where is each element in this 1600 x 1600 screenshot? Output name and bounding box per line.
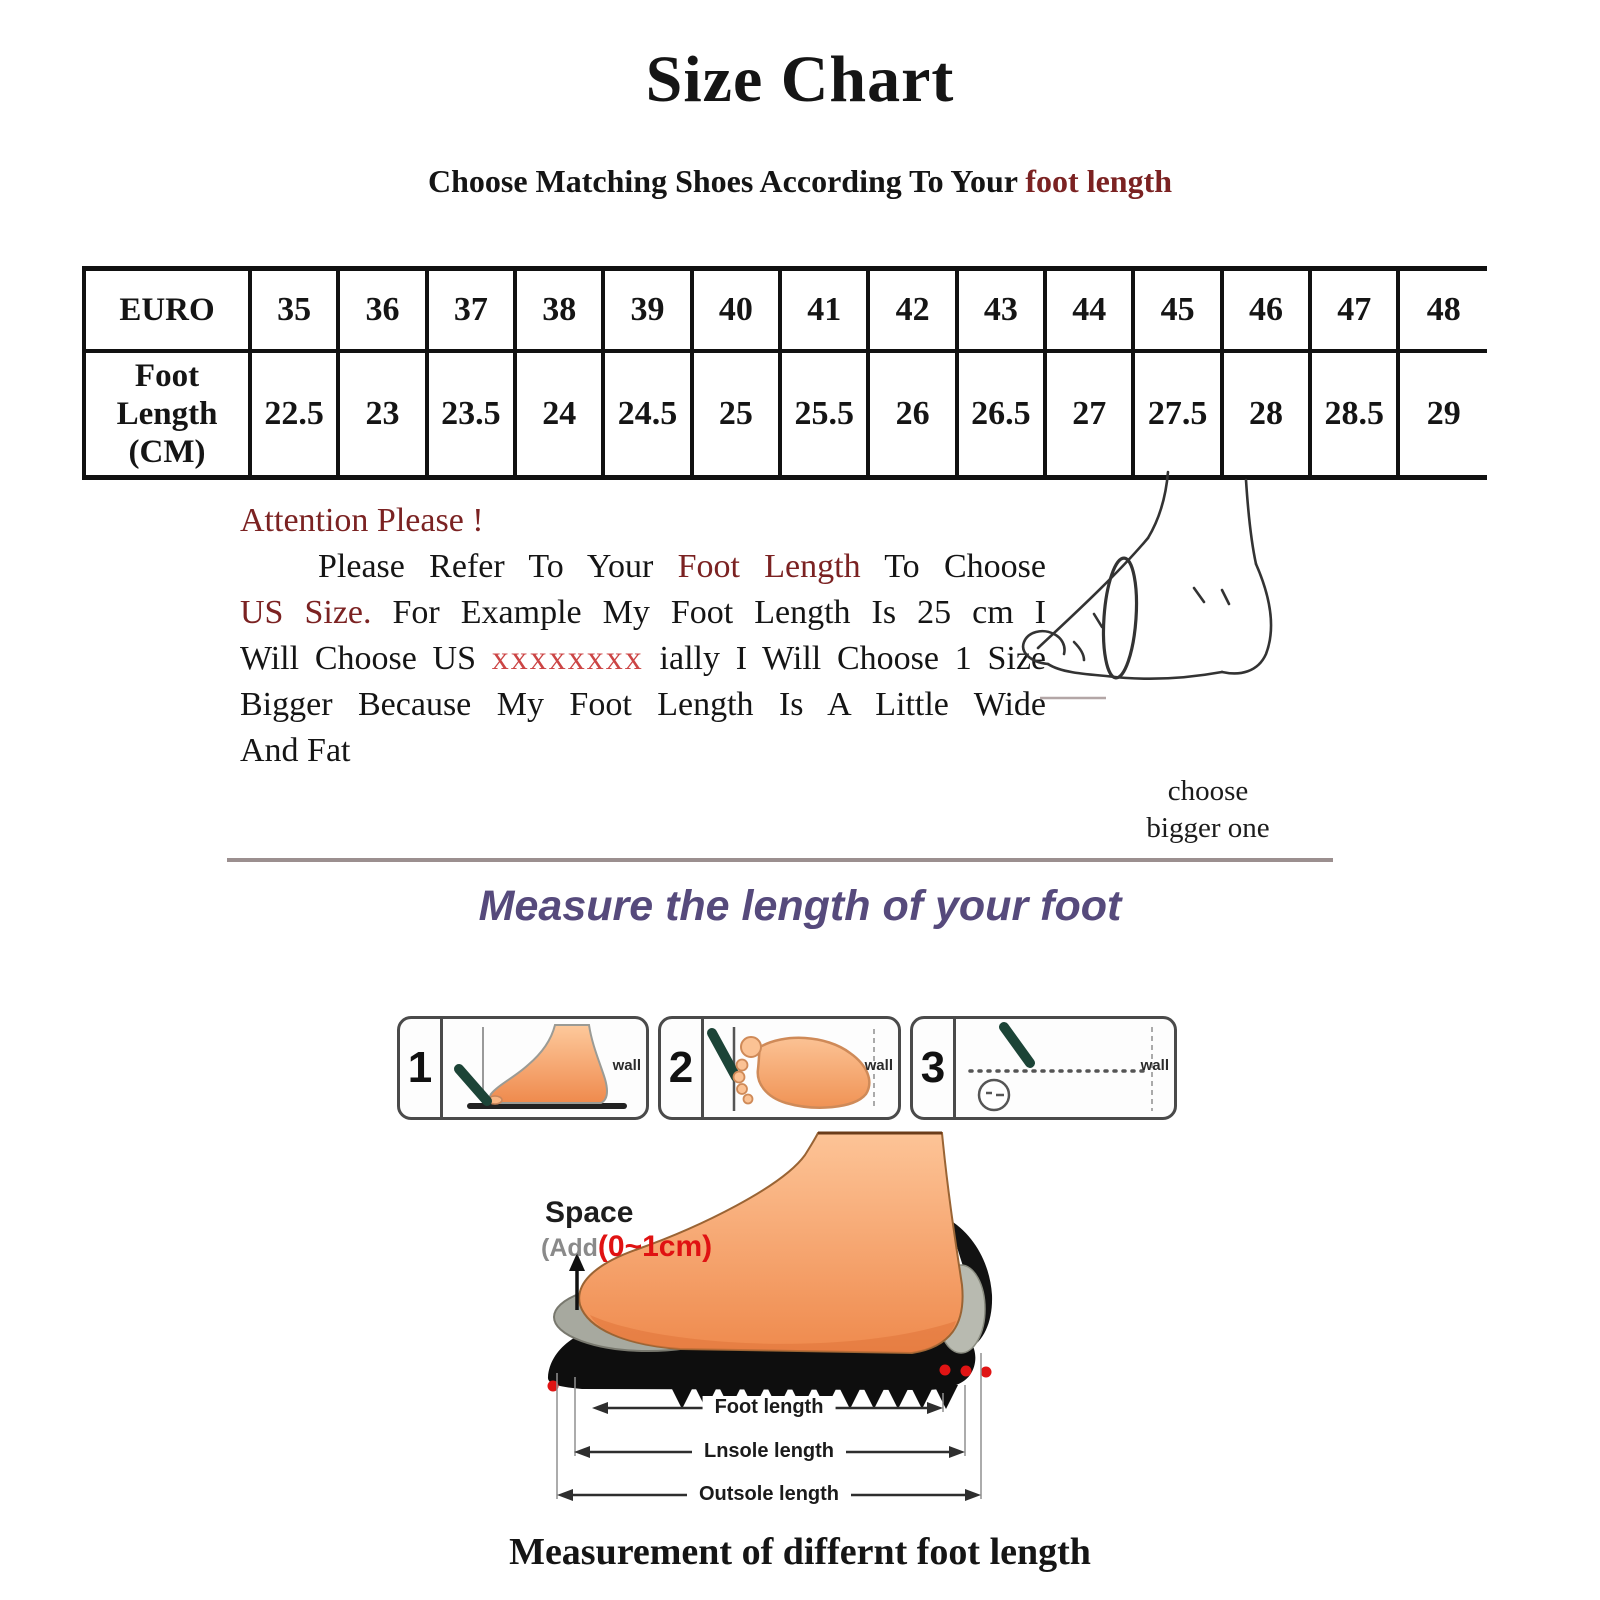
- euro-size-cell: 47: [1310, 269, 1398, 352]
- attention-line: [240, 636, 1046, 682]
- euro-size-cell: 44: [1045, 269, 1133, 352]
- foot-length-cell: 25: [692, 351, 780, 478]
- outsole-length-label: Outsole length: [687, 1483, 851, 1506]
- add-prefix: (Add: [541, 1234, 598, 1262]
- attention-accent: US Size.: [240, 594, 372, 631]
- foot-length-cell: 28: [1222, 351, 1310, 478]
- foot-length-row-header: Foot Length (CM): [84, 351, 250, 478]
- foot-length-cell: 26: [868, 351, 956, 478]
- euro-size-cell: 37: [427, 269, 515, 352]
- euro-size-cell: 43: [957, 269, 1045, 352]
- space-label: Space: [545, 1196, 634, 1229]
- wall-label: wall: [1140, 1057, 1169, 1074]
- euro-size-cell: 36: [338, 269, 426, 352]
- heel-point-dot: [961, 1366, 972, 1377]
- attention-redacted-text: xxxxxxxx: [491, 640, 644, 677]
- choose-bigger-line: bigger one: [1146, 812, 1270, 844]
- foot-length-cell: 23.5: [427, 351, 515, 478]
- step-number: 1: [400, 1019, 443, 1117]
- attention-line: And Fat: [240, 732, 351, 769]
- attention-text: ially I Will Choose 1 Size: [643, 640, 1047, 677]
- attention-text: For Example My Foot Length Is 25 cm I: [371, 594, 1046, 631]
- subtitle-accent: foot length: [1025, 163, 1173, 199]
- foot-length-cell: 24.5: [603, 351, 691, 478]
- step-number: 2: [661, 1019, 704, 1117]
- attention-text: To Choose: [860, 548, 1046, 585]
- attention-line: [240, 590, 1046, 636]
- attention-line: Bigger Because My Foot Length Is A Little Wide: [240, 686, 1046, 723]
- euro-size-cell: 38: [515, 269, 603, 352]
- section-divider: [227, 858, 1333, 862]
- page-title: Size Chart: [645, 43, 955, 116]
- heel-point-dot: [940, 1365, 951, 1376]
- euro-size-cell: 35: [250, 269, 338, 352]
- measure-heading: Measure the length of your foot: [478, 882, 1122, 930]
- foot-length-cell: 25.5: [780, 351, 868, 478]
- step-number: 3: [913, 1019, 956, 1117]
- wall-label: wall: [612, 1057, 641, 1074]
- attention-note: [240, 498, 1046, 774]
- euro-size-cell: 41: [780, 269, 868, 352]
- step-panel-1: [397, 1016, 649, 1120]
- pen-icon: [712, 1033, 736, 1077]
- choose-bigger-line: choose: [1167, 775, 1249, 807]
- euro-size-cell: 45: [1133, 269, 1221, 352]
- euro-size-cell: 46: [1222, 269, 1310, 352]
- step-panel-2: [658, 1016, 901, 1120]
- foot-length-label: Foot length: [703, 1396, 836, 1419]
- foot-length-cell: 28.5: [1310, 351, 1398, 478]
- bottom-caption: Measurement of differnt foot length: [509, 1531, 1091, 1573]
- euro-size-cell: 48: [1398, 269, 1487, 352]
- foot-length-cell: 27.5: [1133, 351, 1221, 478]
- measure-circle-icon: [979, 1080, 1009, 1110]
- insole-length-label: Lnsole length: [692, 1440, 846, 1463]
- table-row-euro: [84, 269, 1487, 352]
- euro-row-header: EURO: [84, 269, 250, 352]
- euro-size-cell: 40: [692, 269, 780, 352]
- attention-heading: Attention Please !: [240, 502, 484, 539]
- attention-text: Please Refer To Your: [318, 548, 678, 585]
- pen-icon: [1004, 1027, 1030, 1063]
- foot-length-cell: 23: [338, 351, 426, 478]
- add-value: (0~1cm): [597, 1230, 713, 1263]
- foot-length-cell: 29: [1398, 351, 1487, 478]
- size-table: [82, 266, 1487, 480]
- attention-line: [240, 544, 1046, 590]
- foot-length-cell: 22.5: [250, 351, 338, 478]
- foot-girth-sketch-icon: [1008, 466, 1318, 756]
- wall-label: wall: [864, 1057, 893, 1074]
- table-row-foot-length: [84, 351, 1487, 478]
- euro-size-cell: 39: [603, 269, 691, 352]
- foot-length-cell: 27: [1045, 351, 1133, 478]
- euro-size-cell: 42: [868, 269, 956, 352]
- foot-length-cell: 24: [515, 351, 603, 478]
- space-add-label: [541, 1230, 712, 1264]
- foot-length-cell: 26.5: [957, 351, 1045, 478]
- measure-steps: [397, 1016, 1177, 1120]
- choose-bigger-note: [1100, 773, 1316, 847]
- heel-point-dot: [981, 1367, 992, 1378]
- attention-text: Will Choose US: [240, 640, 492, 677]
- subtitle: [0, 163, 1600, 200]
- attention-accent: Foot Length: [677, 548, 861, 585]
- step-panel-3: [910, 1016, 1177, 1120]
- subtitle-text: Choose Matching Shoes According To Your: [427, 163, 1026, 199]
